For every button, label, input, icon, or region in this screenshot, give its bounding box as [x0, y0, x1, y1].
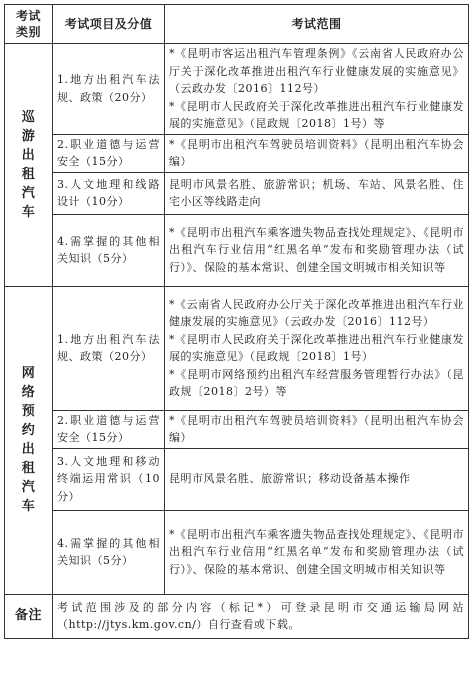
header-scope: 考试范围	[165, 5, 469, 44]
table-row	[5, 44, 469, 135]
scope-item: *《昆明市人民政府关于深化改革推进出租汽车行业健康发展的实施意见》（昆政规〔2018〕1号）	[169, 332, 464, 363]
table-row	[5, 448, 469, 510]
subject-cell: 2.职业道德与运营安全（15分）	[53, 134, 165, 172]
scope-item: *《昆明市客运出租汽车管理条例》《云南省人民政府办公厅关于深化改革推进出租汽车行业健康发展的实施意见》（云政办发〔2016〕112号）	[169, 47, 464, 95]
category-cell-cruising-taxi	[5, 44, 53, 287]
scope-item: *《昆明市网络预约出租汽车经营服务管理暂行办法》（昆政规〔2018〕2号）等	[169, 367, 464, 398]
subject-cell: 3.人文地理和移动终端运用常识（10分）	[53, 448, 165, 510]
scope-item: *《昆明市出租汽车驾驶员培训资料》（昆明出租汽车协会编）	[169, 137, 464, 168]
table-header-row	[5, 5, 469, 44]
scope-cell	[165, 410, 469, 448]
note-row	[5, 594, 469, 638]
scope-item: 昆明市风景名胜、旅游常识；机场、车站、风景名胜、住宅小区等线路走向	[169, 177, 464, 208]
scope-cell	[165, 510, 469, 594]
scope-cell	[165, 214, 469, 286]
exam-scope-table	[4, 4, 469, 639]
category-label: 巡游出租汽车	[21, 109, 36, 220]
table-row	[5, 286, 469, 410]
subject-cell: 4.需掌握的其他相关知识（5分）	[53, 510, 165, 594]
scope-cell	[165, 44, 469, 135]
note-label: 备注	[5, 594, 53, 638]
scope-cell	[165, 286, 469, 410]
scope-cell	[165, 134, 469, 172]
scope-item: *《云南省人民政府办公厅关于深化改革推进出租汽车行业健康发展的实施意见》（云政办发〔2016〕112号）	[169, 297, 464, 328]
table-body	[5, 44, 469, 639]
scope-cell	[165, 172, 469, 214]
scope-item: *《昆明市人民政府关于深化改革推进出租汽车行业健康发展的实施意见》（昆政规〔2018〕1号）等	[169, 99, 464, 130]
category-cell-ride-hailing	[5, 286, 53, 594]
table-row	[5, 214, 469, 286]
note-text: 考试范围涉及的部分内容（标记*）可登录昆明市交通运输局网站（http://jtys.km.gov.cn/）自行查看或下载。	[53, 594, 469, 638]
subject-cell: 2.职业道德与运营安全（15分）	[53, 410, 165, 448]
scope-item: *《昆明市出租汽车驾驶员培训资料》（昆明出租汽车协会编）	[169, 413, 464, 444]
table-row	[5, 172, 469, 214]
scope-cell	[165, 448, 469, 510]
category-label: 网络预约出租汽车	[21, 366, 36, 514]
subject-cell: 4.需掌握的其他相关知识（5分）	[53, 214, 165, 286]
scope-item: *《昆明市出租汽车乘客遗失物品查找处理规定》、《昆明市出租汽车行业信用“红黑名单”发布和奖励管理办法（试行）》、保险的基本常识、创建全国文明城市相关知识等	[169, 527, 464, 576]
scope-item: *《昆明市出租汽车乘客遗失物品查找处理规定》、《昆明市出租汽车行业信用“红黑名单”发布和奖励管理办法（试行）》、保险的基本常识、创建全国文明城市相关知识等	[169, 225, 464, 274]
header-category: 考试类别	[5, 5, 53, 44]
exam-scope-table-container	[4, 4, 468, 639]
table-row	[5, 510, 469, 594]
header-subject: 考试项目及分值	[53, 5, 165, 44]
scope-item: 昆明市风景名胜、旅游常识；移动设备基本操作	[169, 472, 411, 486]
table-row	[5, 134, 469, 172]
subject-cell: 1.地方出租汽车法规、政策（20分）	[53, 44, 165, 135]
subject-cell: 1.地方出租汽车法规、政策（20分）	[53, 286, 165, 410]
subject-cell: 3.人文地理和线路设计（10分）	[53, 172, 165, 214]
table-row	[5, 410, 469, 448]
